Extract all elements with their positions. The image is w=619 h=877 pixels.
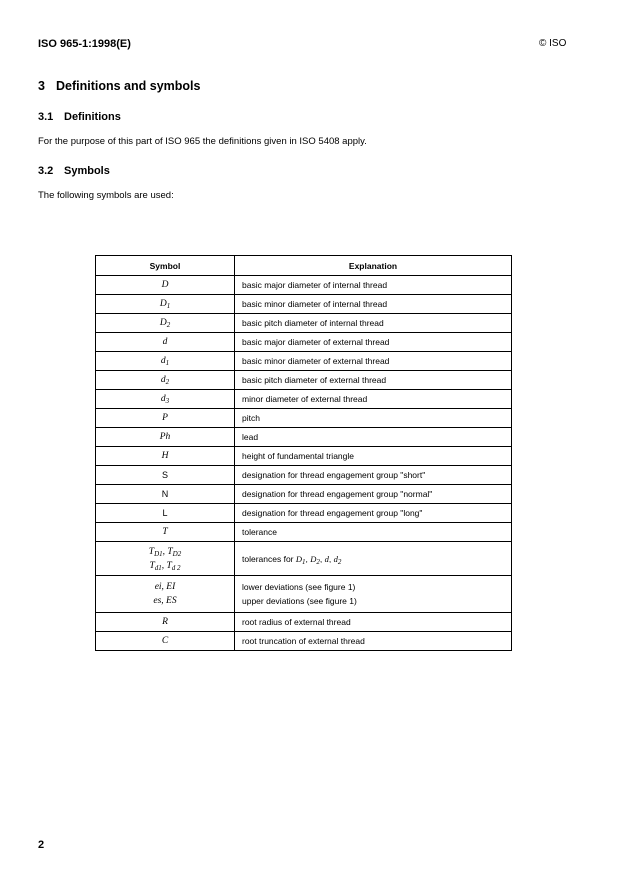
explanation-cell: basic pitch diameter of external thread xyxy=(235,371,512,390)
page-number: 2 xyxy=(38,839,45,851)
explanation-cell: basic major diameter of internal thread xyxy=(235,276,512,295)
explanation-cell: basic minor diameter of external thread xyxy=(235,352,512,371)
explanation-cell: tolerances for $D_1$, $D_2$, d, $d_2$ xyxy=(235,542,512,576)
definitions-text: For the purpose of this part of ISO 965 the definitions given in ISO 5408 apply. xyxy=(38,136,367,147)
symbol-cell: H xyxy=(96,447,235,466)
tolerance-symbols-line1: $T_{D1}$, $T_{D2}$ xyxy=(148,546,182,558)
explanation-cell: height of fundamental triangle xyxy=(235,447,512,466)
symbol-cell xyxy=(96,576,235,613)
section-title: Definitions and symbols xyxy=(56,79,201,93)
symbol-cell: $d_3$ xyxy=(96,390,235,409)
explanation-cell: pitch xyxy=(235,409,512,428)
column-header-explanation: Explanation xyxy=(235,256,512,276)
explanation-cell: designation for thread engagement group "short" xyxy=(235,466,512,485)
symbol-cell: N xyxy=(96,485,235,504)
symbols-table xyxy=(95,255,512,651)
symbol-cell: d xyxy=(96,333,235,352)
table-row xyxy=(96,333,512,352)
table-row-tolerances xyxy=(96,542,512,576)
symbol-cell: $d_1$ xyxy=(96,352,235,371)
symbol-cell xyxy=(96,542,235,576)
table-row xyxy=(96,632,512,651)
explanation-cell: tolerance xyxy=(235,523,512,542)
copyright-notice: © ISO xyxy=(539,38,567,49)
explanation-cell: basic minor diameter of internal thread xyxy=(235,295,512,314)
table-row xyxy=(96,485,512,504)
symbol-cell: S xyxy=(96,466,235,485)
table-row xyxy=(96,371,512,390)
explanation-cell: basic pitch diameter of internal thread xyxy=(235,314,512,333)
table-row xyxy=(96,276,512,295)
column-header-symbol: Symbol xyxy=(96,256,235,276)
table-row xyxy=(96,523,512,542)
table-row xyxy=(96,447,512,466)
table-row xyxy=(96,295,512,314)
symbol-cell: $d_2$ xyxy=(96,371,235,390)
section-number: 3 xyxy=(38,79,45,93)
symbol-cell: D xyxy=(96,276,235,295)
explanation-cell: lead xyxy=(235,428,512,447)
table-row xyxy=(96,466,512,485)
table-row xyxy=(96,390,512,409)
section-heading xyxy=(38,79,200,93)
explanation-cell: root truncation of external thread xyxy=(235,632,512,651)
table-row xyxy=(96,504,512,523)
explanation-cell: basic major diameter of external thread xyxy=(235,333,512,352)
table-row xyxy=(96,613,512,632)
explanation-cell: root radius of external thread xyxy=(235,613,512,632)
symbols-heading xyxy=(38,165,110,177)
symbols-title: Symbols xyxy=(64,165,110,177)
explanation-cell: designation for thread engagement group "long" xyxy=(235,504,512,523)
symbol-cell: Ph xyxy=(96,428,235,447)
symbol-cell: $D_1$ xyxy=(96,295,235,314)
table-row xyxy=(96,314,512,333)
table-row xyxy=(96,352,512,371)
symbol-cell: C xyxy=(96,632,235,651)
table-header-row xyxy=(96,256,512,276)
symbol-cell: $D_2$ xyxy=(96,314,235,333)
definitions-heading xyxy=(38,111,121,123)
tolerance-symbols-line2: $T_{d1}$, $T_{d 2}$ xyxy=(149,560,181,572)
explanation-cell xyxy=(235,576,512,613)
symbols-number: 3.2 xyxy=(38,165,54,177)
table-row-deviations xyxy=(96,576,512,613)
table-row xyxy=(96,428,512,447)
upper-deviation-symbol: es, ES xyxy=(153,596,177,606)
definitions-title: Definitions xyxy=(64,111,121,123)
symbol-cell: T xyxy=(96,523,235,542)
table-row xyxy=(96,409,512,428)
upper-deviation-explanation: upper deviations (see figure 1) xyxy=(242,596,357,606)
symbol-cell: P xyxy=(96,409,235,428)
lower-deviation-symbol: ei, EI xyxy=(154,582,176,592)
explanation-cell: designation for thread engagement group "normal" xyxy=(235,485,512,504)
lower-deviation-explanation: lower deviations (see figure 1) xyxy=(242,582,356,592)
symbols-text: The following symbols are used: xyxy=(38,190,174,201)
symbol-cell: R xyxy=(96,613,235,632)
document-id: ISO 965-1:1998(E) xyxy=(38,38,131,50)
definitions-number: 3.1 xyxy=(38,111,54,123)
symbol-cell: L xyxy=(96,504,235,523)
explanation-cell: minor diameter of external thread xyxy=(235,390,512,409)
